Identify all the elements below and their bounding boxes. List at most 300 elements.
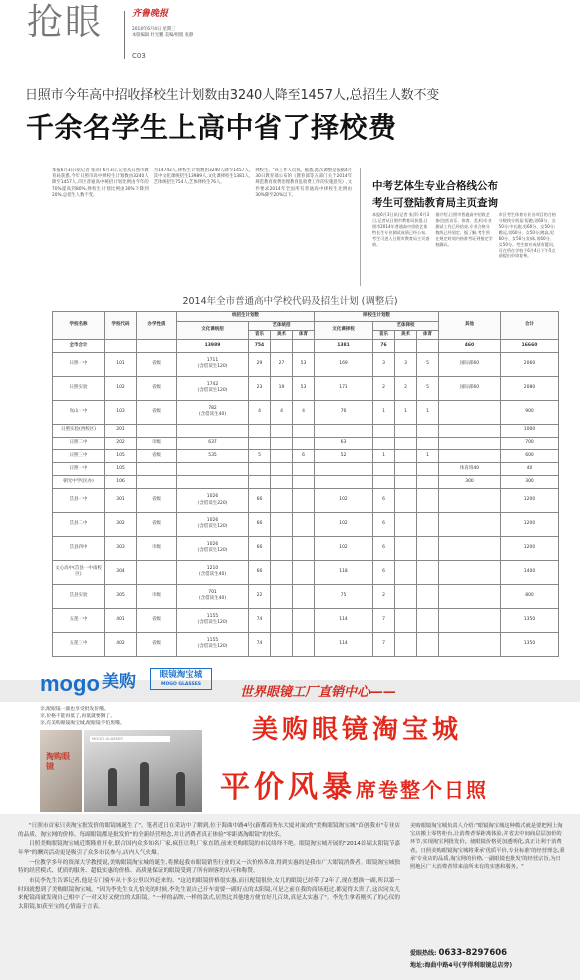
table-row [53, 340, 559, 353]
table-cell-c3 [271, 476, 293, 489]
table-cell-code: 202 [105, 437, 137, 450]
ad-bullet: 亲,有美购眼镜淘宝城,配眼镜不怕黑哦。 [40, 721, 125, 727]
table-cell-name: 日照三中 [53, 450, 105, 463]
advertorial-paragraph: 市民李先生告诉记者,他是专门骑车从十多公里以外赶来的。"这边的眼镜价格很实惠,而且配镜很快,女儿的眼镜已经带了2年了,现在想换一副,所以第一时间就想到了美购眼镜淘宝城。"因为李先生女儿恰光的时候,李先生说自己开车需要一副好点的太阳镜,可是之前在我的商场逛过,都觉得太贵了,这次同女儿来配镜商就发现自己相中了一对又好又便宜的太阳镜。"一样的品牌,一样的款式,居然比其他地方便宜好几百块,真是太实惠了"。李先生拿着刚买了的心仪的太阳镜,如获至宝的心情溢于言表。 [18, 877, 400, 910]
header-art: 美术 [271, 331, 293, 340]
person-figure [140, 762, 149, 806]
table-cell-sp [439, 489, 501, 513]
table-cell-name: 莒县一中 [53, 489, 105, 513]
table-cell-c1: 1711 (含借读生120) [177, 352, 249, 376]
table-cell-c6 [373, 437, 395, 450]
advertisement [0, 662, 580, 812]
table-row [53, 376, 559, 400]
table-cell-c3 [271, 463, 293, 476]
table-cell-total: 1000 [501, 424, 559, 437]
table-cell-c3 [271, 584, 293, 608]
table-cell-c1: 1155 (含借读生120) [177, 632, 249, 656]
table-cell-c8 [417, 560, 439, 584]
table-cell-sp: 体育班40 [439, 463, 501, 476]
table-cell-total: 16660 [501, 340, 559, 353]
header-music: 音乐 [249, 331, 271, 340]
table-cell-code: 201 [105, 424, 137, 437]
table-cell-c2: 29 [249, 352, 271, 376]
advertorial-paragraph: "日照市首家只卖淘宝批发价的眼镜城诞生了"。笔者近日在采访中了解到,位于海曲中路4号(新都商务东大厦对面)的"美购眼镜淘宝城"首创我市"专业店的品质、淘宝网的价格、每副眼镜都是批发价"的全新经营理念,并让消费者真正体验"零距离淘眼镜"的快乐。 [18, 823, 400, 838]
column-divider [360, 168, 361, 286]
table-cell-name: 莒县实验 [53, 584, 105, 608]
table-cell-c8 [417, 513, 439, 537]
table-cell-code: 105 [105, 463, 137, 476]
table-title: 2014年全市普通高中学校代码及招生计划 (调整后) [182, 296, 398, 307]
table-cell-c8 [417, 463, 439, 476]
table-cell-type: 市级 [137, 584, 177, 608]
table-cell-sp [439, 608, 501, 632]
table-cell-name: 日照二中 [53, 437, 105, 450]
table-cell-c3 [271, 513, 293, 537]
table-cell-code: 301 [105, 489, 137, 513]
table-cell-c5 [315, 476, 373, 489]
table-cell-type [137, 476, 177, 489]
table-cell-type [137, 463, 177, 476]
table-cell-c8 [417, 632, 439, 656]
header-art: 美术 [395, 331, 417, 340]
table-cell-c1: 13989 [177, 340, 249, 353]
table-cell-c1: 1026 (含借读生220) [177, 489, 249, 513]
table-cell-c2: 66 [249, 536, 271, 560]
table-cell-sp [439, 424, 501, 437]
table-cell-type: 省级 [137, 352, 177, 376]
table-cell-c3 [271, 424, 293, 437]
table-cell-total: 1200 [501, 536, 559, 560]
contact-phone: 0633-8297606 [438, 948, 508, 958]
table-cell-total: 900 [501, 400, 559, 424]
table-cell-c7 [395, 424, 417, 437]
header-art-choice-group: 艺体择校 [373, 322, 439, 331]
table-cell-c7: 2 [395, 376, 417, 400]
enrollment-table [52, 311, 558, 657]
table-cell-code: 106 [105, 476, 137, 489]
table-cell-sp: 国际部60 [439, 376, 501, 400]
table-cell-c4 [293, 437, 315, 450]
header-code: 学校代码 [105, 312, 137, 340]
table-row [53, 400, 559, 424]
table-cell-c4: 53 [293, 376, 315, 400]
header-special: 其他 [439, 312, 501, 340]
article-column: 为14743人,择校生计划数由3240人降至1457人,其中文化课统招生13989人,文化课择校生1381人,艺体统招生754人,艺体择校生76人。 [153, 168, 251, 186]
table-cell-c1: 637 [177, 437, 249, 450]
table-row [53, 476, 559, 489]
table-cell-code: 303 [105, 536, 137, 560]
table-cell-c4 [293, 340, 315, 353]
ad-bullet: 亲,配眼镜一副也享受批发价哦。 [40, 707, 109, 712]
table-cell-c1: 782 (含借读生40) [177, 400, 249, 424]
header-plan-group: 统招生计划数 [177, 312, 315, 322]
table-cell-c4 [293, 536, 315, 560]
ad-bullet: 亲,价格不能再低了,再低就要倒了。 [40, 714, 116, 720]
table-cell-c4 [293, 560, 315, 584]
table-row [53, 463, 559, 476]
table-cell-c7 [395, 437, 417, 450]
table-cell-name: 莒县二中 [53, 513, 105, 537]
table-row [53, 560, 559, 584]
shop-name-box [150, 668, 212, 690]
table-cell-c2: 4 [249, 400, 271, 424]
table-cell-c8: 1 [417, 400, 439, 424]
table-cell-sp [439, 437, 501, 450]
person-figure [176, 772, 185, 806]
table-cell-c1: 701 (含借读生40) [177, 584, 249, 608]
table-cell-c6 [373, 463, 395, 476]
table-cell-c5 [315, 424, 373, 437]
table-cell-c5: 102 [315, 489, 373, 513]
table-cell-c4 [293, 513, 315, 537]
table-cell-c1: 1155 (含借读生120) [177, 608, 249, 632]
table-cell-c6: 1 [373, 450, 395, 463]
table-cell-c8 [417, 536, 439, 560]
table-cell-c6: 76 [373, 340, 395, 353]
shop-name: 眼镜淘宝城 [159, 670, 203, 680]
table-cell-c3 [271, 489, 293, 513]
brand-logo-en: mogo [40, 671, 100, 696]
table-cell-c4 [293, 608, 315, 632]
table-cell-c5: 114 [315, 608, 373, 632]
table-cell-name: 朝光中学(民办) [53, 476, 105, 489]
table-row [53, 424, 559, 437]
table-cell-total: 700 [501, 437, 559, 450]
table-cell-type: 省级 [137, 632, 177, 656]
table-cell-code: 102 [105, 376, 137, 400]
table-cell-c5: 171 [315, 376, 373, 400]
table-cell-c7 [395, 476, 417, 489]
table-cell-c2: 5 [249, 450, 271, 463]
header-art-group: 艺体统招 [249, 322, 315, 331]
table-cell-c4 [293, 489, 315, 513]
editor-line: 本版编辑 杜光鹏 美编/组版 张静 [132, 33, 194, 39]
address: 海曲中路4号(亨得利眼镜总店旁) [424, 962, 513, 970]
header-culture: 文化课统招 [177, 322, 249, 340]
table-cell-c5: 102 [315, 536, 373, 560]
table-cell-c8: 1 [417, 450, 439, 463]
table-cell-c4 [293, 424, 315, 437]
header-school: 学校名称 [53, 312, 105, 340]
table-cell-sp: 300 [439, 476, 501, 489]
table-cell-name: 文心高中(莒县一中南校区) [53, 560, 105, 584]
table-cell-c6: 7 [373, 608, 395, 632]
table-cell-sp [439, 536, 501, 560]
table-cell-sp: 国际部60 [439, 352, 501, 376]
table-cell-code: 402 [105, 632, 137, 656]
table-cell-c2 [249, 476, 271, 489]
table-cell-c8 [417, 476, 439, 489]
table-row [53, 450, 559, 463]
table-cell-total: 2080 [501, 376, 559, 400]
table-cell-c8 [417, 489, 439, 513]
table-cell-c3 [271, 608, 293, 632]
table-row [53, 584, 559, 608]
header-choice-group: 择校生计划数 [315, 312, 439, 322]
advertorial-paragraph: 日照美购眼镜淘宝城近期隆重开业,联合国内众多知名厂家,疯狂让利,厂家直销,前来美购眼镜的市民络绎不绝。眼镜淘宝城开展的"2014首届太阳镜节嘉年华"的酬宾活动更是吸引了众多市民参与,店内人气火爆。 [18, 841, 400, 856]
table-cell-total: 1200 [501, 489, 559, 513]
table-cell-c5: 114 [315, 632, 373, 656]
table-cell-sp [439, 450, 501, 463]
table-cell-c1 [177, 463, 249, 476]
table-cell-total: 1400 [501, 560, 559, 584]
sidebar-column: 本报6月3日讯(记者 张萍) 6月3日,记者从日照市教育局获悉,日照市2014年普通高中招收艺体特长生专业测试成绩已经公布,考生可进入日照市教育局主页查询。 [372, 212, 430, 247]
table-cell-c3: 19 [271, 376, 293, 400]
table-cell-type: 省级 [137, 489, 177, 513]
table-cell-total: 600 [501, 450, 559, 463]
header-sport: 体育 [417, 331, 439, 340]
table-cell-c6: 6 [373, 489, 395, 513]
table-cell-c4: 6 [293, 450, 315, 463]
header-type: 办学性质 [137, 312, 177, 340]
table-cell-c5: 63 [315, 437, 373, 450]
promo-sub: 席卷整个日照 [356, 778, 488, 802]
table-cell-c8: 5 [417, 376, 439, 400]
table-cell-name: 莒县四中 [53, 536, 105, 560]
table-cell-code: 401 [105, 608, 137, 632]
table-cell-c8 [417, 608, 439, 632]
table-cell-c2: 66 [249, 560, 271, 584]
table-cell-c3 [271, 437, 293, 450]
table-row [53, 437, 559, 450]
table-cell-code: 302 [105, 513, 137, 537]
table-cell-sp [439, 513, 501, 537]
table-cell-name: 日照一中 [53, 352, 105, 376]
table-cell-c5: 102 [315, 513, 373, 537]
table-cell-code: 304 [105, 560, 137, 584]
table-cell-type: 省级 [137, 400, 177, 424]
table-cell-c5: 52 [315, 450, 373, 463]
table-cell-type: 省级 [137, 608, 177, 632]
table-cell-sp [439, 560, 501, 584]
table-row [53, 608, 559, 632]
table-cell-total: 1200 [501, 513, 559, 537]
table-cell-c6 [373, 476, 395, 489]
table-cell-c1: 1026 (含借读生120) [177, 513, 249, 537]
table-cell-c7 [395, 463, 417, 476]
table-row [53, 489, 559, 513]
contact-info [410, 946, 565, 972]
table-cell-sp [439, 584, 501, 608]
header-total: 合计 [501, 312, 559, 340]
table-cell-code: 105 [105, 450, 137, 463]
edition-info [132, 27, 193, 40]
masthead [0, 0, 580, 64]
table-cell-type [137, 560, 177, 584]
table-cell-name: 日照一中 [53, 463, 105, 476]
table-cell-total: 300 [501, 476, 559, 489]
table-cell-name: 五莲三中 [53, 632, 105, 656]
table-cell-c2 [249, 463, 271, 476]
date-line: 2014年6月4日 星期三 [132, 27, 176, 32]
table-cell-code [105, 340, 137, 353]
table-cell-total: 2060 [501, 352, 559, 376]
article-headline: 千余名学生上高中省了择校费 [26, 111, 397, 144]
sidebar-headline [372, 178, 498, 212]
paper-logo: 齐鲁晚报 [132, 9, 169, 19]
table-cell-c7 [395, 536, 417, 560]
table-cell-c7 [395, 632, 417, 656]
table-cell-c2: 66 [249, 513, 271, 537]
table-cell-c3 [271, 632, 293, 656]
table-cell-c6: 2 [373, 584, 395, 608]
table-cell-c8 [417, 340, 439, 353]
page-code: C03 [132, 52, 146, 60]
table-cell-c6: 6 [373, 513, 395, 537]
table-cell-c5: 75 [315, 584, 373, 608]
table-cell-c8 [417, 584, 439, 608]
sidebar-headline-line: 中考艺体生专业合格线公布 [372, 180, 498, 192]
table-cell-name: 五莲一中 [53, 608, 105, 632]
table-cell-total: 1350 [501, 608, 559, 632]
table-cell-type: 省级 [137, 513, 177, 537]
table-cell-c8 [417, 437, 439, 450]
table-cell-c2: 74 [249, 632, 271, 656]
contact-label: 爱眼热线: [410, 950, 437, 957]
table-cell-code: 101 [105, 352, 137, 376]
table-cell-c5: 169 [315, 352, 373, 376]
table-cell-c1: 1742 (含借读生120) [177, 376, 249, 400]
table-cell-c5 [315, 463, 373, 476]
table-cell-total: 1350 [501, 632, 559, 656]
ad-tagline: 世界眼镜工厂直销中心—— [240, 685, 397, 700]
table-row [53, 513, 559, 537]
table-cell-c4 [293, 584, 315, 608]
table-cell-c3 [271, 560, 293, 584]
table-cell-type [137, 340, 177, 353]
person-figure [108, 768, 117, 806]
header-music: 音乐 [373, 331, 395, 340]
table-cell-c6: 2 [373, 376, 395, 400]
table-cell-c7: 3 [395, 352, 417, 376]
article-column: 择校生。"该工作人员说。据悉,此次调整是依据4月30日教育部公布的《教育部等五部门关于2014年规范教育收费治理教育乱收费工作的实施意见》,文件要求2014年全国所有普通高中择校生比例由30%降至20%以下。 [255, 168, 353, 198]
table-cell-name: 全市合计 [53, 340, 105, 353]
table-cell-c4 [293, 632, 315, 656]
ad-slogan-main: 美购眼镜淘宝城 [252, 715, 463, 745]
table-cell-c1: 535 [177, 450, 249, 463]
table-cell-c7 [395, 584, 417, 608]
table-cell-c2: 754 [249, 340, 271, 353]
advertorial-side: 美购眼镜淘宝城负责人介绍:"眼镜淘宝城这种模式就是要把网上淘宝店搬上零售柜台,让消费者零距离体验,并省去中间商层层加价的环节,实现淘宝网批发价。使眼镜价格更加透明化,真正让利于消费者。日照美购眼镜淘宝城将秉承'优质平价,专业标准'的经营理念,秉承'专业店的品质,淘宝网的价格,一副眼镜也批发'的经营宗旨,为日照地区广大消费者带来前所未有的实惠和服务。" [410, 823, 565, 871]
header-sport: 体育 [293, 331, 315, 340]
table-cell-c2: 23 [249, 376, 271, 400]
table-cell-name: 岚山一中 [53, 400, 105, 424]
table-cell-c5: 118 [315, 560, 373, 584]
table-cell-c6 [373, 424, 395, 437]
sidebar-column: 据介绍,日照市普通高中招收艺体(包括音乐、体育、美术)专业测试工作已经结束,专业合格分数线已经划定。据了解,考生须在规定时间内持准考证到指定学校确认。 [435, 212, 493, 247]
table-cell-c2 [249, 437, 271, 450]
table-cell-c7 [395, 450, 417, 463]
table-cell-c8: 5 [417, 352, 439, 376]
header-culture-choice: 文化课择校 [315, 322, 373, 340]
table-body [53, 340, 559, 657]
table-cell-type [137, 424, 177, 437]
table-cell-sp [439, 400, 501, 424]
table-cell-c6: 6 [373, 536, 395, 560]
table-cell-type: 市级 [137, 536, 177, 560]
table-cell-total: 40 [501, 463, 559, 476]
brand-logo-cn: 美购 [102, 672, 136, 692]
table-cell-name: 日照实验(西校区) [53, 424, 105, 437]
advertorial [0, 814, 580, 980]
advertorial-paragraph: 一位教学多年的资深大学教授说,美购眼镜淘宝城的诞生,将掀起我市眼镜销售行业的又一次价格革命,得到实惠的是我市广大眼镜消费者。眼镜淘宝城独特的经营模式、优质的服务、超低实惠的价格、高质量保证的眼镜受到了所有顾客的认可和称赞。 [18, 859, 400, 875]
sidebar-headline-line: 考生可登陆教育局主页查询 [372, 196, 498, 209]
table-cell-c5: 1381 [315, 340, 373, 353]
table-cell-sp [439, 632, 501, 656]
store-photo-text: 淘购眼镜 [46, 752, 70, 771]
table-cell-name: 日照实验 [53, 376, 105, 400]
table-cell-c4 [293, 463, 315, 476]
table-cell-type: 市级 [137, 437, 177, 450]
address-label: 地址: [410, 962, 425, 970]
table-cell-c6: 1 [373, 400, 395, 424]
ad-bullets [40, 706, 125, 728]
table-cell-c2: 66 [249, 489, 271, 513]
table-cell-c8 [417, 424, 439, 437]
table-cell-c3 [271, 536, 293, 560]
table-cell-c5: 76 [315, 400, 373, 424]
table-row [53, 536, 559, 560]
sidebar-column: 市区考生体育专业各项目的合格分数线分别是:短跑,男60分、女50分;中长跑,男60分、女50分;跳远,男60分、女50分;跳高,男60分、女50分;铅球,男60分、女50分。考生如对成绩有疑问,可在所在学校于6月4日下午5点前提出申请复核。 [498, 212, 556, 259]
table-cell-type: 省级 [137, 376, 177, 400]
table-cell-c1 [177, 424, 249, 437]
table-cell-c3: 27 [271, 352, 293, 376]
masthead-divider [124, 11, 125, 59]
table-cell-c1: 1210 (含借读生40) [177, 560, 249, 584]
table-cell-c3: 4 [271, 400, 293, 424]
table-cell-c7: 1 [395, 400, 417, 424]
table-cell-c7 [395, 513, 417, 537]
table-cell-c3 [271, 340, 293, 353]
sidebar-body [372, 212, 557, 292]
table-cell-c3 [271, 450, 293, 463]
table-cell-c1: 1026 (含借读生120) [177, 536, 249, 560]
table-cell-type: 省级 [137, 450, 177, 463]
table-cell-c4 [293, 476, 315, 489]
table-cell-sp: 460 [439, 340, 501, 353]
article-deck: 日照市今年高中招收择校生计划数由3240人降至1457人,总招生人数不变 [25, 88, 440, 103]
article-column: 本报6月3日讯(记者 张萍) 6月3日,记者从日照市教育局获悉,今年日照市高中择校生计划数由3240人降至1457人,市区普通高中统招计划比例由今年的70%提高到80%,择校生计划比例由30%下降到20%,总招生人数不变。 [52, 168, 149, 198]
table-cell-c4: 53 [293, 352, 315, 376]
table-cell-c6: 3 [373, 352, 395, 376]
section-title: 抢眼 [27, 2, 104, 43]
table-cell-c7 [395, 560, 417, 584]
store-photo-interior [84, 730, 202, 812]
table-cell-c1 [177, 476, 249, 489]
table-cell-c6: 6 [373, 560, 395, 584]
table-cell-c7 [395, 608, 417, 632]
table-row [53, 352, 559, 376]
table-cell-c2: 22 [249, 584, 271, 608]
table-cell-c2: 74 [249, 608, 271, 632]
shop-name-en: MOGO GLASSES [160, 682, 202, 687]
advertorial-main [18, 822, 400, 913]
table-row [53, 632, 559, 656]
table-cell-c7 [395, 340, 417, 353]
table-cell-total: 800 [501, 584, 559, 608]
article-body [52, 168, 352, 288]
promo-main: 平价风暴 [220, 770, 356, 805]
store-sign: MOGO GLASSES [90, 736, 170, 742]
table-cell-c4: 4 [293, 400, 315, 424]
store-photo-sign [40, 730, 82, 812]
table-cell-code: 305 [105, 584, 137, 608]
table-cell-c6: 7 [373, 632, 395, 656]
table-cell-c7 [395, 489, 417, 513]
ad-slogan-promo [220, 766, 488, 810]
table-cell-code: 103 [105, 400, 137, 424]
table-cell-c2 [249, 424, 271, 437]
